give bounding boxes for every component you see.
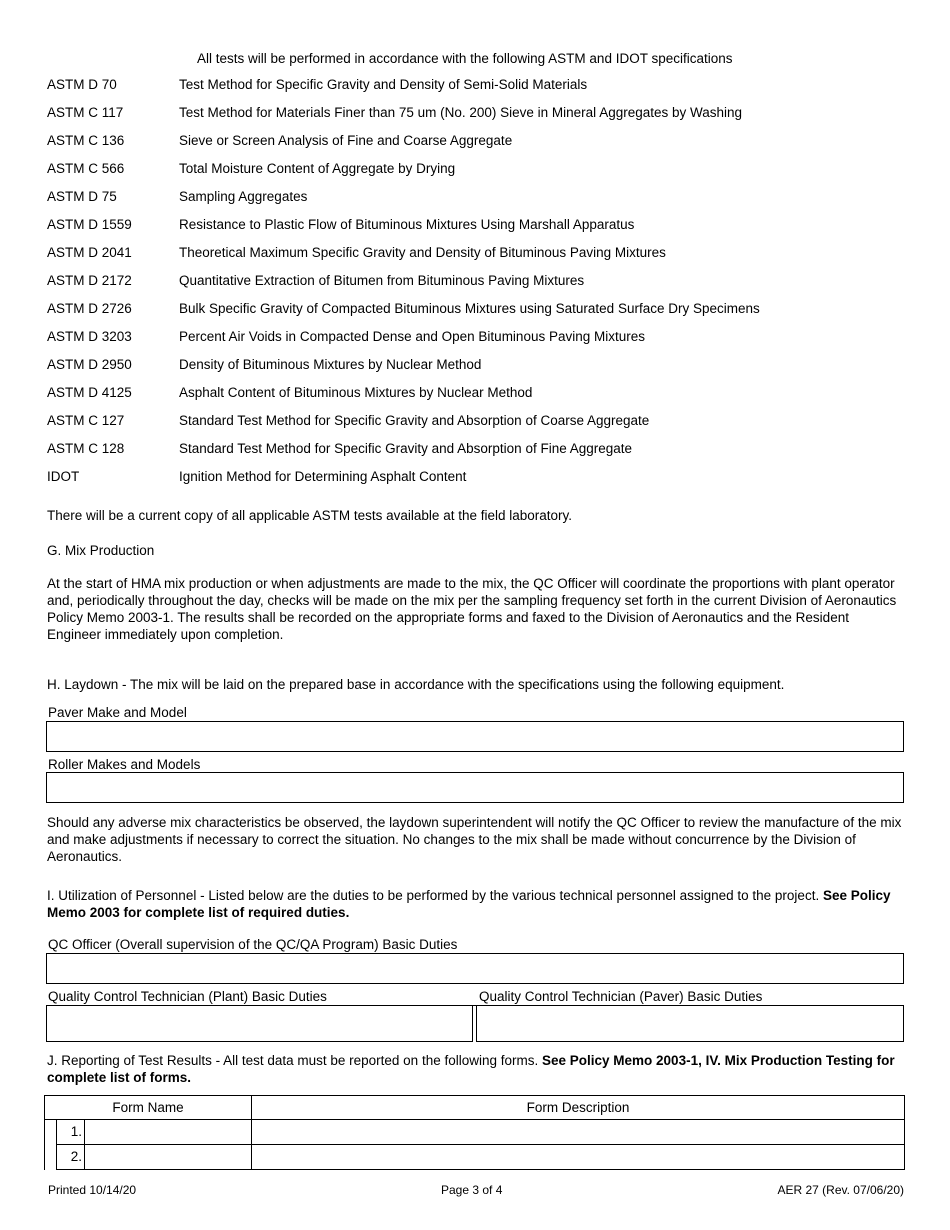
spec-code: ASTM D 75 — [47, 189, 117, 204]
spec-code: ASTM D 70 — [47, 77, 117, 92]
section-i-heading-bold: See Policy Memo 2003 for complete list of required duties. — [47, 888, 891, 920]
spec-description: Resistance to Plastic Flow of Bituminous Mixtures Using Marshall Apparatus — [179, 217, 635, 232]
form-desc-cell[interactable] — [252, 1120, 905, 1145]
spec-description: Total Moisture Content of Aggregate by Drying — [179, 161, 456, 176]
table-row — [45, 1145, 905, 1170]
spec-code: IDOT — [47, 469, 80, 484]
forms-table-header — [45, 1096, 905, 1120]
footer-printed: Printed 10/14/20 — [48, 1183, 137, 1197]
roller-input[interactable] — [46, 772, 904, 803]
spec-description: Standard Test Method for Specific Gravity and Absorption of Coarse Aggregate — [179, 413, 650, 428]
spec-code: ASTM C 566 — [47, 161, 125, 176]
spec-description: Test Method for Specific Gravity and Density of Semi-Solid Materials — [179, 77, 588, 92]
spec-description: Sampling Aggregates — [179, 189, 308, 204]
spec-description: Bulk Specific Gravity of Compacted Bituminous Mixtures using Saturated Surface Dry Specimens — [179, 301, 760, 316]
table-row — [45, 1120, 905, 1145]
spec-code: ASTM C 127 — [47, 413, 125, 428]
section-h-body: Should any adverse mix characteristics be observed, the laydown superintendent will notify the QC Officer to review the manufacture of the mix and make adjustments if necessary to correct the situation. No changes to the mix shall be made without concurrence by the Division of Aeronautics. — [47, 815, 902, 864]
spec-description: Standard Test Method for Specific Gravity and Absorption of Fine Aggregate — [179, 441, 633, 456]
spec-description: Density of Bituminous Mixtures by Nuclear Method — [179, 357, 482, 372]
spec-code: ASTM C 128 — [47, 441, 125, 456]
plant-tech-input[interactable] — [46, 1005, 473, 1042]
qc-officer-input[interactable] — [46, 953, 904, 984]
footer-form-id: AER 27 (Rev. 07/06/20) — [777, 1183, 904, 1197]
plant-tech-label: Quality Control Technician (Plant) Basic Duties — [48, 989, 327, 1004]
spec-description: Test Method for Materials Finer than 75 um (No. 200) Sieve in Mineral Aggregates by Washing — [179, 105, 743, 120]
section-j-heading-bold: See Policy Memo 2003-1, IV. Mix Production Testing for complete list of forms. — [47, 1053, 895, 1085]
spec-code: ASTM D 2726 — [47, 301, 132, 316]
spec-code: ASTM D 3203 — [47, 329, 132, 344]
section-j-heading — [47, 1052, 907, 1086]
form-name-cell[interactable] — [57, 1120, 252, 1145]
section-i-heading-text: I. Utilization of Personnel - Listed below are the duties to be performed by the various technical personnel assigned to the project. — [47, 888, 823, 903]
form-name-header: Form Name — [45, 1096, 252, 1120]
spec-code: ASTM D 2041 — [47, 245, 132, 260]
paver-tech-input[interactable] — [476, 1005, 904, 1042]
spec-description: Sieve or Screen Analysis of Fine and Coarse Aggregate — [179, 133, 513, 148]
paver-tech-label: Quality Control Technician (Paver) Basic Duties — [479, 989, 763, 1004]
row-number: 2. — [57, 1145, 85, 1169]
spec-description: Asphalt Content of Bituminous Mixtures by Nuclear Method — [179, 385, 533, 400]
spec-description: Percent Air Voids in Compacted Dense and Open Bituminous Paving Mixtures — [179, 329, 645, 344]
spec-code: ASTM D 2950 — [47, 357, 132, 372]
spec-code: ASTM C 136 — [47, 133, 125, 148]
table-row-gutter — [45, 1120, 57, 1145]
form-name-cell[interactable] — [57, 1145, 252, 1170]
paver-input[interactable] — [46, 721, 904, 752]
paver-label: Paver Make and Model — [48, 705, 187, 720]
section-h-heading: H. Laydown - The mix will be laid on the prepared base in accordance with the specifications using the following equipment. — [47, 677, 785, 692]
spec-code: ASTM D 1559 — [47, 217, 132, 232]
copy-note: There will be a current copy of all applicable ASTM tests available at the field laboratory. — [47, 508, 573, 523]
footer-page: Page 3 of 4 — [441, 1183, 503, 1197]
section-i-heading — [47, 887, 907, 921]
spec-description: Quantitative Extraction of Bitumen from Bituminous Paving Mixtures — [179, 273, 585, 288]
specs-intro: All tests will be performed in accordance with the following ASTM and IDOT specifications — [197, 51, 733, 66]
qc-officer-label: QC Officer (Overall supervision of the QC/QA Program) Basic Duties — [48, 937, 458, 952]
spec-description: Theoretical Maximum Specific Gravity and Density of Bituminous Paving Mixtures — [179, 245, 666, 260]
spec-code: ASTM D 2172 — [47, 273, 132, 288]
form-desc-header: Form Description — [252, 1096, 905, 1120]
forms-table — [44, 1095, 905, 1170]
table-row-gutter — [45, 1145, 57, 1170]
roller-label: Roller Makes and Models — [48, 757, 201, 772]
section-j-heading-text: J. Reporting of Test Results - All test data must be reported on the following forms. — [47, 1053, 542, 1068]
row-number: 1. — [57, 1120, 85, 1144]
section-g-body: At the start of HMA mix production or when adjustments are made to the mix, the QC Officer will coordinate the proportions with plant operator and, periodically throughout the day, checks will be made on the mix per the sampling frequency set forth in the current Division of Aeronautics Policy Memo 2003-1. The results shall be recorded on the appropriate forms and faxed to the Division of Aeronautics and the Resident Engineer immediately upon completion. — [47, 576, 897, 642]
spec-code: ASTM D 4125 — [47, 385, 132, 400]
form-desc-cell[interactable] — [252, 1145, 905, 1170]
spec-description: Ignition Method for Determining Asphalt Content — [179, 469, 467, 484]
section-g-heading: G. Mix Production — [47, 543, 155, 558]
spec-code: ASTM C 117 — [47, 105, 124, 120]
